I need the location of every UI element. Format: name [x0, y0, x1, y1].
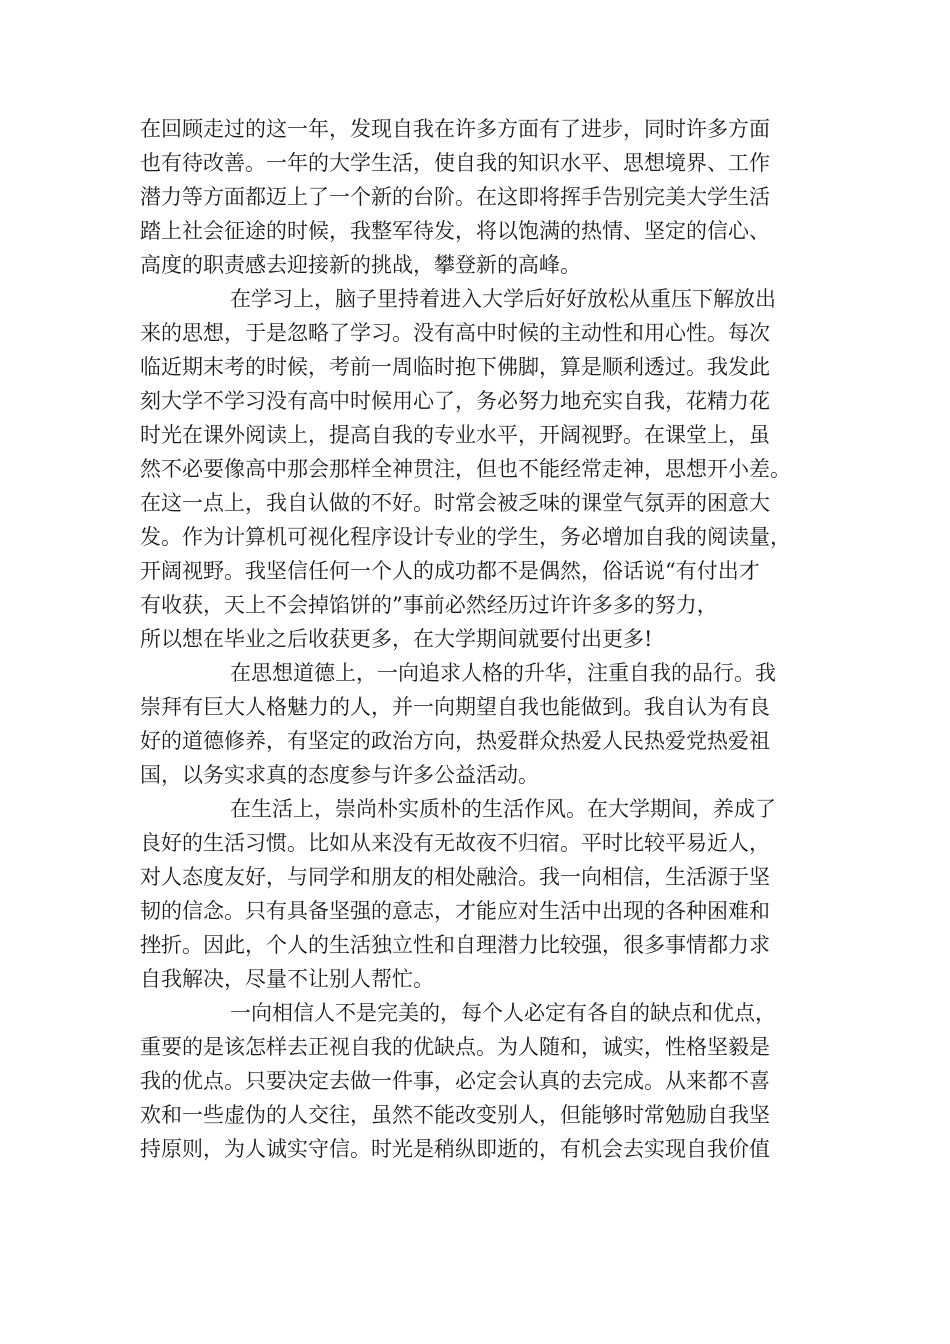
text-line: 潜力等方面都迈上了一个新的台阶。在这即将挥手告别完美大学生活	[140, 185, 770, 209]
text-line: 欢和一些虚伪的人交往，虽然不能改变别人，但能够时常勉励自我坚	[140, 1103, 770, 1127]
text-line: 所以想在毕业之后收获更多，在大学期间就要付出更多!	[140, 627, 653, 651]
text-line: 好的道德修养，有坚定的政治方向，热爱群众热爱人民热爱党热爱祖	[140, 729, 770, 753]
text-line: 良好的生活习惯。比如从来没有无故夜不归宿。平时比较平易近人，	[140, 831, 770, 855]
text-line: 踏上社会征途的时候，我整军待发，将以饱满的热情、坚定的信心、	[140, 219, 770, 243]
paragraph-first-line: 在生活上，崇尚朴实质朴的生活作风。在大学期间，养成了	[230, 797, 776, 821]
text-line: 崇拜有巨大人格魅力的人，并一向期望自我也能做到。我自认为有良	[140, 695, 770, 719]
text-line: 临近期末考的时候，考前一周临时抱下佛脚，算是顺利透过。我发此	[140, 355, 770, 379]
text-line: 时光在课外阅读上，提高自我的专业水平，开阔视野。在课堂上，虽	[140, 423, 770, 447]
text-line: 我的优点。只要决定去做一件事，必定会认真的去完成。从来都不喜	[140, 1069, 770, 1093]
text-line: 国，以务实求真的态度参与许多公益活动。	[140, 763, 539, 787]
text-line: 来的思想，于是忽略了学习。没有高中时候的主动性和用心性。每次	[140, 321, 770, 345]
text-line: 重要的是该怎样去正视自我的优缺点。为人随和，诚实，性格坚毅是	[140, 1035, 770, 1059]
text-line: 挫折。因此，个人的生活独立性和自理潜力比较强，很多事情都力求	[140, 933, 770, 957]
text-line: 有收获，天上不会掉馅饼的”事前必然经历过许许多多的努力，	[140, 593, 718, 617]
text-line: 刻大学不学习没有高中时候用心了，务必努力地充实自我，花精力花	[140, 389, 770, 413]
text-line: 高度的职责感去迎接新的挑战，攀登新的高峰。	[140, 253, 581, 277]
paragraph-first-line: 在思想道德上，一向追求人格的升华，注重自我的品行。我	[230, 661, 776, 685]
paragraph-first-line: 一向相信人不是完美的，每个人必定有各自的缺点和优点，	[230, 1001, 776, 1025]
text-line: 然不必要像高中那会那样全神贯注，但也不能经常走神，思想开小差。	[140, 457, 791, 481]
document-body	[140, 112, 840, 1166]
text-line: 发。作为计算机可视化程序设计专业的学生，务必增加自我的阅读量，	[140, 525, 791, 549]
text-line: 持原则，为人诚实守信。时光是稍纵即逝的，有机会去实现自我价值	[140, 1137, 770, 1161]
text-line: 开阔视野。我坚信任何一个人的成功都不是偶然，俗话说“有付出才	[140, 559, 760, 583]
text-line: 对人态度友好，与同学和朋友的相处融洽。我一向相信，生活源于坚	[140, 865, 770, 889]
paragraph-first-line: 在学习上，脑子里持着进入大学后好好放松从重压下解放出	[230, 287, 776, 311]
text-line: 韧的信念。只有具备坚强的意志，才能应对生活中出现的各种困难和	[140, 899, 770, 923]
text-line: 也有待改善。一年的大学生活，使自我的知识水平、思想境界、工作	[140, 151, 770, 175]
text-line: 在回顾走过的这一年，发现自我在许多方面有了进步，同时许多方面	[140, 117, 770, 141]
text-line: 在这一点上，我自认做的不好。时常会被乏味的课堂气氛弄的困意大	[140, 491, 770, 515]
text-line: 自我解决，尽量不让别人帮忙。	[140, 967, 434, 991]
